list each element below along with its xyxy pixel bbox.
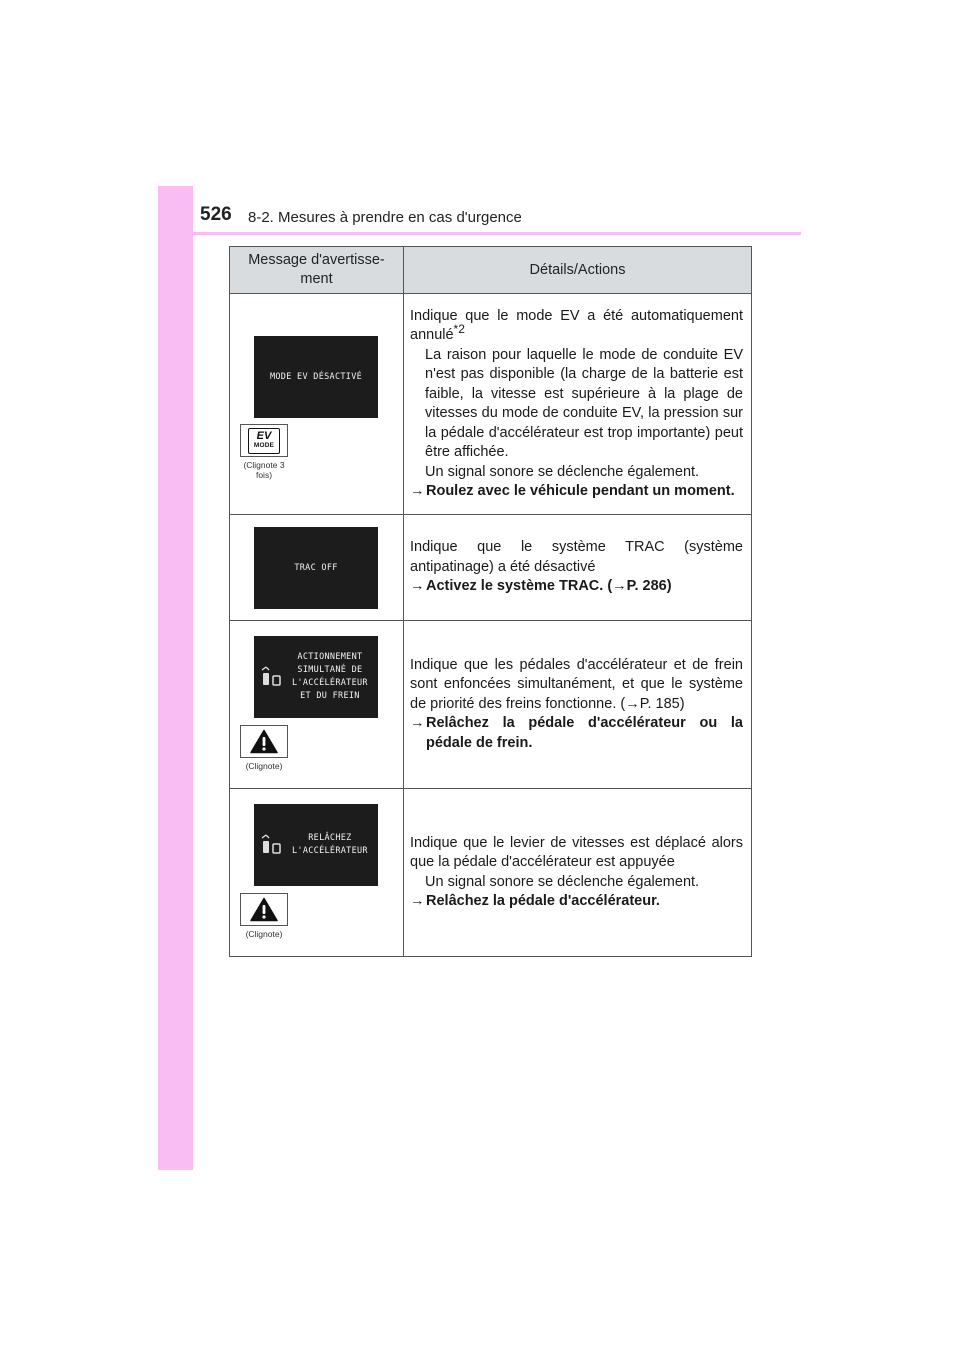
- indicator-caption: (Clignote 3 fois): [243, 460, 285, 480]
- screen-message: MODE EV DÉSACTIVÉ: [269, 371, 363, 382]
- arrow-icon: →: [410, 578, 425, 595]
- display-screen: [254, 804, 378, 886]
- pedal-icon: [260, 664, 286, 690]
- column-header-details: Détails/Actions: [404, 247, 752, 294]
- detail-text: Indique que le système TRAC (système antipatinage) a été désactivé: [410, 539, 743, 575]
- arrow-icon: →: [410, 715, 425, 732]
- screen-message: RELÂCHEZ L'ACCÉLÉRATEUR: [292, 833, 368, 856]
- details-cell: [404, 621, 752, 789]
- footnote-ref: *2: [453, 322, 465, 337]
- table-row: [230, 789, 752, 957]
- header-rule: [193, 232, 801, 235]
- warning-message-table: [229, 246, 752, 957]
- action-text: Relâchez la pédale d'accélérateur ou la pédale de frein.: [426, 715, 743, 751]
- warning-triangle-icon: [250, 897, 278, 922]
- column-header-message: Message d'avertisse- ment: [230, 247, 404, 294]
- arrow-icon: →: [410, 893, 425, 909]
- action-line: [410, 714, 743, 753]
- indicator-box: [240, 725, 288, 758]
- display-screen: [254, 636, 378, 718]
- indicator-box: [240, 893, 288, 926]
- action-text: Relâchez la pédale d'accélérateur.: [426, 893, 660, 909]
- table-row: [230, 621, 752, 789]
- detail-text: Indique que le levier de vitesses est déplacé alors que la pédale d'accélérateur est appuyée: [410, 834, 743, 870]
- display-screen: [254, 336, 378, 418]
- detail-text: Indique que les pédales d'accélérateur et de frein sont enfoncées simultanément, et que le système de priorité des freins fonctionne. (→P. 185): [410, 656, 743, 712]
- details-cell: [404, 515, 752, 621]
- screen-message: ACTIONNEMENT SIMULTANÉ DE L'ACCÉLÉRATEUR ET DU FREIN: [292, 652, 368, 701]
- screen-message: TRAC OFF: [294, 562, 338, 573]
- warning-triangle-icon: [250, 729, 278, 754]
- indicator-box: [240, 424, 288, 457]
- table-row: [230, 294, 752, 515]
- details-cell: [404, 789, 752, 957]
- table-header-row: [230, 247, 752, 294]
- ev-mode-icon: EV MODE: [248, 428, 280, 454]
- side-tab-bar: [158, 186, 193, 1170]
- message-visual-cell: [230, 789, 404, 957]
- section-title: 8-2. Mesures à prendre en cas d'urgence: [248, 209, 522, 226]
- action-line: [410, 482, 743, 502]
- action-text: Roulez avec le véhicule pendant un moment.: [426, 483, 735, 499]
- message-visual-cell: [230, 515, 404, 621]
- action-line: [410, 892, 743, 912]
- action-line: [410, 577, 743, 597]
- table-row: [230, 515, 752, 621]
- detail-text: Indique que le mode EV a été automatiquement annulé$^{*2}$: [410, 307, 743, 343]
- indicator-caption: (Clignote): [245, 761, 283, 771]
- detail-text: Un signal sonore se déclenche également.: [425, 463, 700, 480]
- message-visual-cell: [230, 294, 404, 515]
- details-cell: [404, 294, 752, 515]
- pedal-icon: [260, 832, 286, 858]
- indicator-caption: (Clignote): [245, 929, 283, 939]
- action-text: Activez le système TRAC. (→P. 286): [426, 578, 672, 595]
- display-screen: [254, 527, 378, 609]
- message-visual-cell: [230, 621, 404, 789]
- page-number: 526: [200, 204, 232, 225]
- detail-text: La raison pour laquelle le mode de conduite EV n'est pas disponible (la charge de la batterie est faible, la vitesse est supérieure à la plage de vitesses du mode de conduite EV, la pression sur la pédale d'accélérateur est trop importante) peut être affichée.: [425, 346, 743, 460]
- arrow-icon: →: [410, 483, 425, 499]
- detail-text: Un signal sonore se déclenche également.: [425, 873, 700, 890]
